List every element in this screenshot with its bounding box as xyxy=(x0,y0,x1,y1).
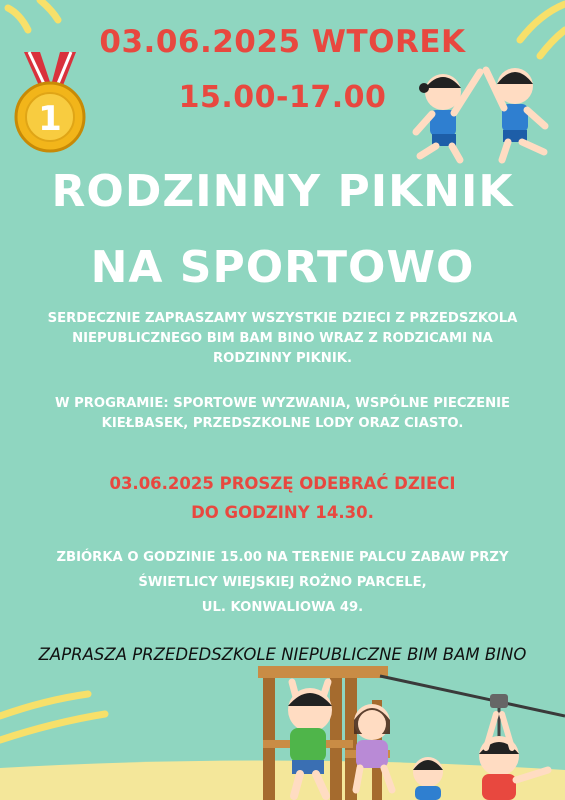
invitation-line: SERDECZNIE ZAPRASZAMY WSZYSTKIE DZIECI Z PRZEDSZKOLA xyxy=(47,311,518,326)
invitation-line: NIEPUBLICZNEGO BIM BAM BINO WRAZ Z RODZICAMI NA xyxy=(72,331,493,346)
ground-strip xyxy=(0,760,565,800)
invitation-paragraph xyxy=(0,309,565,369)
pickup-notice xyxy=(0,469,565,527)
title-line-1: RODZINNY PIKNIK xyxy=(51,166,514,217)
pickup-line: DO GODZINY 14.30. xyxy=(191,503,374,522)
medal-number: 1 xyxy=(38,99,62,139)
event-time: 15.00-17.00 xyxy=(178,80,387,115)
program-paragraph xyxy=(0,394,565,434)
program-line: W PROGRAMIE: SPORTOWE WYZWANIA, WSPÓLNE PIECZENIE xyxy=(54,396,511,411)
meeting-line: ZBIÓRKA O GODZINIE 15.00 NA TERENIE PALCU ZABAW PRZY xyxy=(56,550,509,565)
title-line-2: NA SPORTOWO xyxy=(90,242,475,293)
pickup-line: 03.06.2025 PROSZĘ ODEBRAĆ DZIECI xyxy=(109,474,456,493)
organizer-invite: ZAPRASZA PRZEDEDSZKOLE NIEPUBLICZNE BIM BAM BINO xyxy=(38,645,527,664)
meeting-line: UL. KONWALIOWA 49. xyxy=(201,600,364,615)
meeting-paragraph xyxy=(0,545,565,620)
invitation-line: RODZINNY PIKNIK. xyxy=(213,351,352,366)
program-line: KIEŁBASEK, PRZEDSZKOLNE LODY ORAZ CIASTO. xyxy=(101,416,464,431)
event-date: 03.06.2025 WTOREK xyxy=(99,24,466,60)
meeting-line: ŚWIETLICY WIEJSKIEJ ROŻNO PARCELE, xyxy=(138,575,427,590)
